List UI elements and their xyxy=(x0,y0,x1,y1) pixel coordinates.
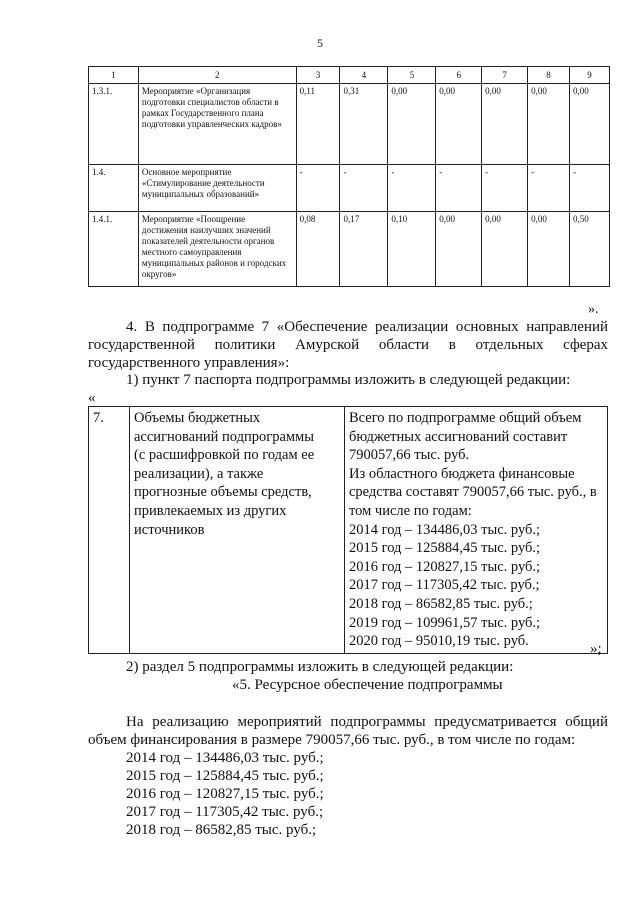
value-cell: 0,00 xyxy=(436,84,482,165)
table-row xyxy=(89,84,610,165)
closing-quote-2: »; xyxy=(590,641,602,657)
value-cell: 0,00 xyxy=(528,212,570,287)
value-cell: 0,00 xyxy=(482,84,528,165)
year-line: 2018 год – 86582,85 тыс. руб.; xyxy=(126,822,317,838)
value-line: 2018 год – 86582,85 тыс. руб.; xyxy=(349,595,533,612)
value-cell: 0,08 xyxy=(296,212,340,287)
table-row xyxy=(89,407,608,654)
value-line: 2019 год – 109961,57 тыс. руб.; xyxy=(349,614,541,631)
table-header-row xyxy=(89,67,610,84)
value-cell: - xyxy=(388,165,436,212)
row-number: 1.3.1. xyxy=(89,84,139,165)
value-line: бюджетных ассигнований составит xyxy=(349,428,568,445)
year-line: 2016 год – 120827,15 тыс. руб.; xyxy=(126,786,324,802)
page-number: 5 xyxy=(317,36,323,50)
header-cell: 6 xyxy=(436,67,482,84)
value-line: Всего по подпрограмме общий объем xyxy=(349,410,582,426)
row-name: Мероприятие «Поощрение достижения наилучших значений показателей деятельности органов местного самоуправления муниципальных районов и городских округов» xyxy=(138,212,296,287)
label-line: Объемы бюджетных xyxy=(134,410,261,426)
opening-quote: « xyxy=(88,390,96,406)
year-line: 2014 год – 134486,03 тыс. руб.; xyxy=(126,750,324,766)
header-cell: 3 xyxy=(296,67,340,84)
passport-table xyxy=(88,406,608,654)
value-cell: - xyxy=(482,165,528,212)
value-cell: 0,50 xyxy=(570,212,610,287)
paragraph-4-line-1: 4. В подпрограмме 7 «Обеспечение реализации основных направлений xyxy=(126,319,608,335)
passport-item-label xyxy=(130,407,345,654)
value-line: 2017 год – 117305,42 тыс. руб.; xyxy=(349,577,540,594)
value-line: Из областного бюджета финансовые xyxy=(349,465,575,482)
label-line: прогнозные объемы средств, xyxy=(134,484,312,501)
value-cell: - xyxy=(340,165,388,212)
label-line: источников xyxy=(134,521,205,538)
value-line: том числе по годам: xyxy=(349,502,472,519)
label-line: (с расшифровкой по годам ее xyxy=(134,447,315,464)
header-cell: 5 xyxy=(388,67,436,84)
value-cell: 0,10 xyxy=(388,212,436,287)
value-line: 2016 год – 120827,15 тыс. руб.; xyxy=(349,558,541,575)
value-cell: 0,31 xyxy=(340,84,388,165)
closing-quote: ». xyxy=(588,302,599,317)
item-2-text: 2) раздел 5 подпрограммы изложить в следующей редакции: xyxy=(126,659,514,675)
value-cell: 0,00 xyxy=(436,212,482,287)
value-cell: - xyxy=(296,165,340,212)
header-cell: 2 xyxy=(138,67,296,84)
label-line: привлекаемых из других xyxy=(134,502,287,519)
year-line: 2015 год – 125884,45 тыс. руб.; xyxy=(126,768,324,784)
label-line: ассигнований подпрограммы xyxy=(134,428,314,445)
paragraph-4-line-2: государственной политики Амурской области в отдельных сферах xyxy=(88,337,608,353)
header-cell: 9 xyxy=(570,67,610,84)
paragraph-4-line-3: государственного управления»: xyxy=(88,355,290,371)
value-line: 2014 год – 134486,03 тыс. руб.; xyxy=(349,521,541,538)
value-cell: 0,00 xyxy=(482,212,528,287)
body-line-1: На реализацию мероприятий подпрограммы предусматривается общий xyxy=(126,714,608,730)
value-line: средства составят 790057,66 тыс. руб., в xyxy=(349,484,597,501)
header-cell: 8 xyxy=(528,67,570,84)
header-cell: 7 xyxy=(482,67,528,84)
value-line: 2015 год – 125884,45 тыс. руб.; xyxy=(349,540,541,557)
indicators-table xyxy=(88,66,610,287)
row-name: Основное мероприятие «Стимулирование деятельности муниципальных образований» xyxy=(138,165,296,212)
section-title: «5. Ресурсное обеспечение подпрограммы xyxy=(232,677,503,693)
value-line: 2020 год – 95010,19 тыс. руб. xyxy=(349,633,529,650)
label-line: реализации), а также xyxy=(134,465,264,482)
value-cell: - xyxy=(570,165,610,212)
value-cell: - xyxy=(528,165,570,212)
value-cell: 0,17 xyxy=(340,212,388,287)
row-name: Мероприятие «Организация подготовки специалистов области в рамках Государственного плана подготовки управленческих кадров» xyxy=(138,84,296,165)
passport-item-number: 7. xyxy=(89,407,130,654)
table-row xyxy=(89,165,610,212)
value-cell: 0,00 xyxy=(570,84,610,165)
value-line: 790057,66 тыс. руб. xyxy=(349,447,470,464)
row-number: 1.4.1. xyxy=(89,212,139,287)
value-cell: 0,00 xyxy=(388,84,436,165)
header-cell: 1 xyxy=(89,67,139,84)
table-row xyxy=(89,212,610,287)
year-line: 2017 год – 117305,42 тыс. руб.; xyxy=(126,804,324,820)
passport-item-value xyxy=(345,407,608,654)
value-cell: - xyxy=(436,165,482,212)
header-cell: 4 xyxy=(340,67,388,84)
item-1-text: 1) пункт 7 паспорта подпрограммы изложить в следующей редакции: xyxy=(126,372,571,388)
row-number: 1.4. xyxy=(89,165,139,212)
value-cell: 0,11 xyxy=(296,84,340,165)
body-line-2: объем финансирования в размере 790057,66 тыс. руб., в том числе по годам: xyxy=(88,732,576,748)
value-cell: 0,00 xyxy=(528,84,570,165)
